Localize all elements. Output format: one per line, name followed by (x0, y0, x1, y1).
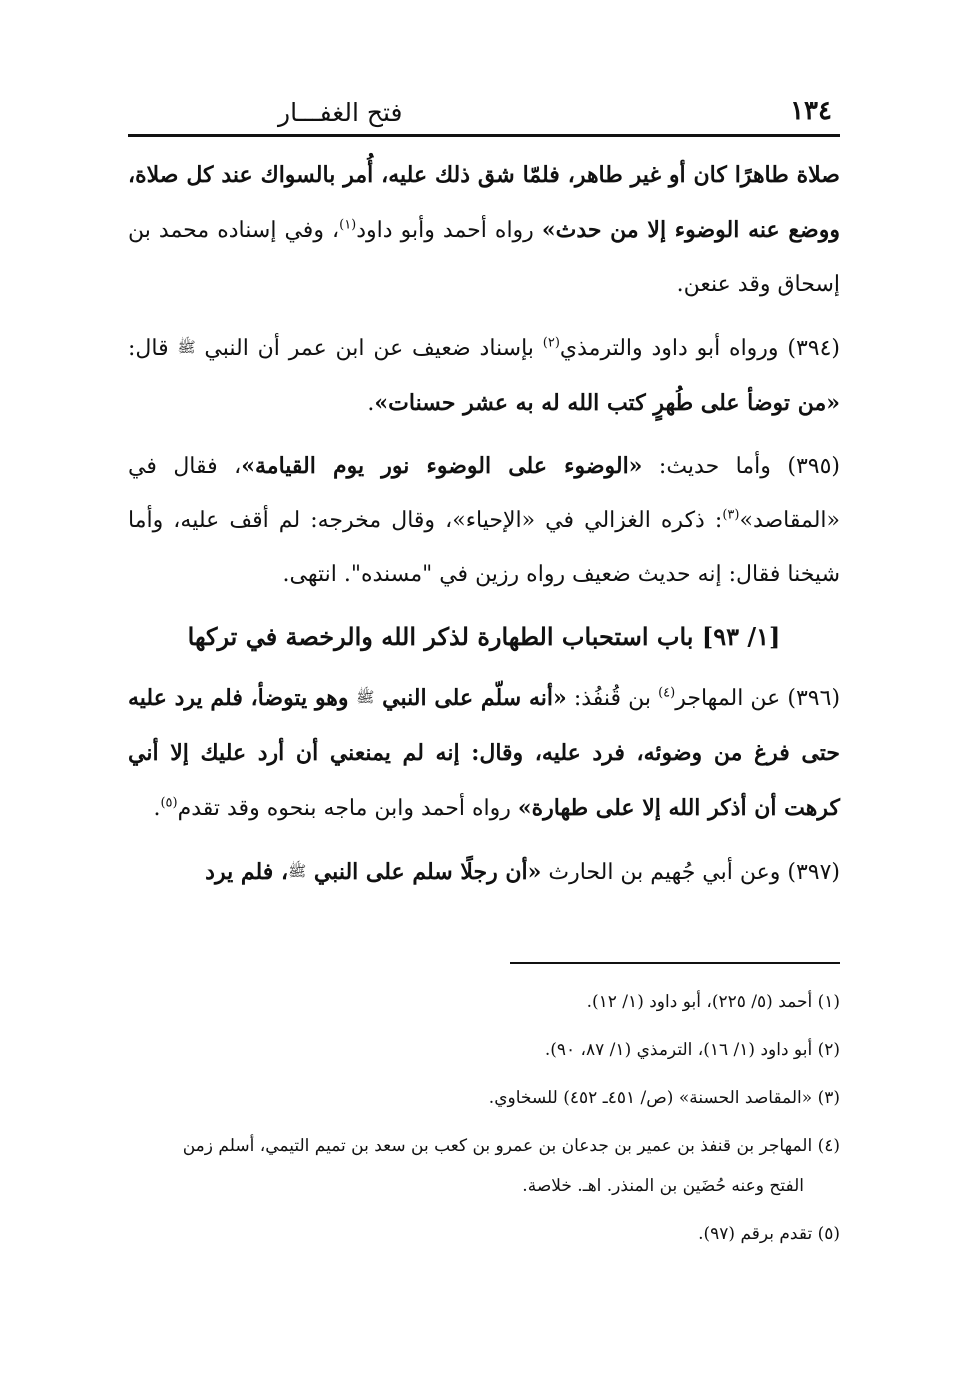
honorific-glyph: ﷺ (177, 338, 196, 356)
footnote-4-line-2: الفتح وعنه حُضَين بن المنذر. اهـ. خلاصة. (522, 1176, 804, 1196)
hadith-text: «من توضأ على طُهرٍ كتب الله له به عشر حسنات» (374, 390, 840, 416)
paragraph-text: بن قُنفُذ: (566, 686, 659, 711)
paragraph-text: : ذكره الغزالي في «الإحياء»، وقال مخرجه: لم أقف عليه، وأما شيخنا فقال: إنه حديث ضعيف رواه رزين في "مسنده". انتهى. (128, 508, 840, 587)
paragraph-end: . (153, 796, 161, 821)
paragraph-text: ، فقال في «المقاصد» (128, 454, 840, 533)
footnote-marker: (٤) (658, 685, 676, 701)
footnote-marker: (٣) (722, 507, 740, 523)
hadith-text: «أن رجلًا سلم على النبي (306, 859, 542, 885)
footnote-marker: (٥) (160, 795, 178, 811)
source-text: رواه أحمد وابن ماجه بنحوه وقد تقدم (177, 796, 518, 821)
running-title: فتح الغفـــار (278, 98, 403, 127)
footnote-marker: (١) (339, 217, 357, 233)
commentary-text: ، وفي إسناده محمد بن إسحاق وقد عنعن. (128, 218, 840, 297)
chapter-heading: [١/ ٩٣] باب استحباب الطهارة لذكر الله والرخصة في تركها (187, 622, 781, 651)
footnote-3: (٣) «المقاصد الحسنة» (ص/ ٤٥١ـ ٤٥٢) للسخاوي. (488, 1088, 840, 1108)
hadith-text: ، فلم يرد (205, 859, 289, 885)
hadith-text: وهو يتوضأ، فلم يرد عليه حتى فرغ من وضوئه، فرد عليه، وقال: إنه لم يمنعني أن أرد عليك إلا أني كرهت أن أذكر الله إلا على طهارة» (128, 685, 840, 821)
header-rule (128, 134, 840, 137)
footnote-5: (٥) تقدم برقم (٩٧). (698, 1224, 840, 1244)
hadith-text: «أنه سلّم على النبي (374, 685, 567, 711)
paragraph-lead: (٣٩٤) ورواه أبو داود والترمذي (559, 336, 841, 361)
main-text (128, 148, 840, 900)
paragraph-end: . (367, 391, 375, 416)
footnote-4 (128, 1126, 840, 1206)
paragraph-396 (128, 670, 840, 836)
page-header (128, 88, 840, 134)
footnote-4-line-1: (٤) المهاجر بن قنفذ بن عمير بن جدعان بن عمرو بن كعب بن سعد بن تميم التيمي، أسلم زمن (182, 1136, 840, 1156)
paragraph-lead: (٣٩٦) عن المهاجر (675, 686, 841, 711)
footnote-marker: (٢) (542, 335, 560, 351)
footnote-separator (510, 962, 840, 964)
source-text: رواه أحمد وأبو داود (356, 218, 542, 243)
footnote-1: (١) أحمد (٥/ ٢٢٥)، أبو داود (١/ ١٢). (586, 992, 840, 1012)
page-number: ١٣٤ (790, 96, 832, 126)
paragraph-lead: (٣٩٥) وأما حديث: (642, 454, 840, 479)
honorific-glyph: ﷺ (356, 688, 375, 706)
paragraph-text: قال: (128, 336, 178, 361)
document-page (128, 88, 840, 1262)
paragraph-text: بإسناد ضعيف عن ابن عمر أن النبي (195, 336, 543, 361)
footnote-2: (٢) أبو داود (١/ ١٦)، الترمذي (١/ ٨٧، ٩٠). (544, 1040, 840, 1060)
hadith-text: صلاة طاهرًا كان أو غير طاهر، فلمّا شق ذلك عليه، أُمر بالسواك عند كل صلاة، ووضع عنه الوضوء إلا من حدث» (128, 162, 840, 243)
paragraph-397 (128, 844, 840, 900)
paragraph-continuation (128, 148, 840, 312)
hadith-text: «الوضوء على الوضوء نور يوم القيامة» (241, 453, 643, 479)
honorific-glyph: ﷺ (288, 862, 307, 880)
paragraph-394 (128, 320, 840, 431)
paragraph-lead: (٣٩٧) وعن أبي جُهيم بن الحارث (541, 860, 840, 885)
paragraph-395 (128, 439, 840, 602)
footnotes (128, 982, 840, 1254)
